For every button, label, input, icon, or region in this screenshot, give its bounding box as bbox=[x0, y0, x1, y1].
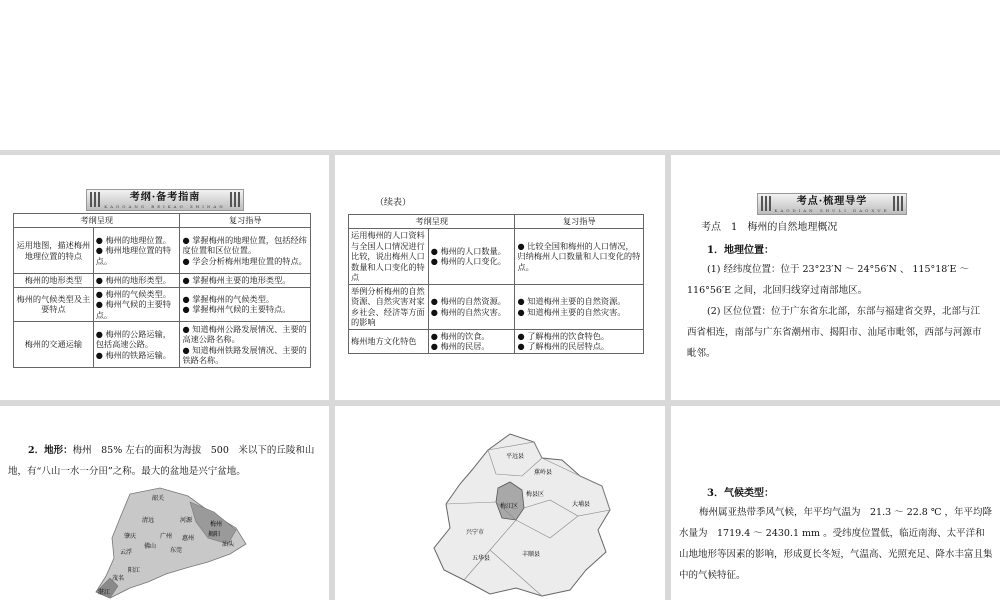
terrain-label: 2．地形： bbox=[28, 445, 73, 456]
row-points: ● 梅州的地理位置。 ● 梅州地理位置的特点。 bbox=[93, 228, 180, 274]
map-label: 惠州 bbox=[182, 535, 195, 542]
map-label: 湛江 bbox=[98, 589, 111, 596]
header-guide: 复习指导 bbox=[180, 214, 311, 228]
slide-climate[interactable] bbox=[671, 406, 1000, 600]
paragraph-terrain bbox=[8, 440, 326, 482]
map-label: 河源 bbox=[180, 517, 193, 524]
row-points: ● 梅州的自然资源。 ● 梅州的自然灾害。 bbox=[428, 284, 515, 329]
row-points: ● 梅州的人口数量。 ● 梅州的人口变化。 bbox=[428, 229, 515, 285]
header-outline: 考纲呈现 bbox=[14, 214, 180, 228]
continued-label: （续表） bbox=[375, 198, 412, 208]
header-guide: 复习指导 bbox=[515, 215, 644, 229]
row-guide: ● 了解梅州的饮食特色。 ● 了解梅州的民居特点。 bbox=[515, 329, 644, 353]
row-guide: ● 知道梅州主要的自然资源。 ● 知道梅州主要的自然灾害。 bbox=[515, 284, 644, 329]
row-topic: 运用地图，描述梅州地理位置的特点 bbox=[14, 228, 94, 274]
section-banner bbox=[86, 189, 244, 211]
map-label: 揭阳 bbox=[208, 531, 221, 538]
row-guide: ● 比较全国和梅州的人口情况，归纳梅州人口数量和人口变化的特点。 bbox=[515, 229, 644, 285]
map-label: 梅江区 bbox=[500, 503, 519, 510]
slide-geography-overview[interactable] bbox=[671, 155, 1000, 400]
row-guide: ● 知道梅州公路发展情况、主要的高速公路名称。 ● 知道梅州铁路发展情况、主要的铁路名称。 bbox=[180, 322, 311, 368]
map-label: 云浮 bbox=[120, 549, 133, 556]
table-header-row bbox=[14, 214, 311, 228]
banner-stripes-left bbox=[761, 196, 771, 211]
outline-table bbox=[348, 214, 644, 354]
section-banner bbox=[757, 193, 907, 215]
guangdong-map bbox=[90, 482, 250, 600]
paragraph-region: (2) 区位位置：位于广东省东北部，东部与福建省交界，北部与江西省相连，南部与广东省潮州市、揭阳市、汕尾市毗邻，西部与河源市毗邻。 bbox=[687, 306, 982, 359]
map-label: 肇庆 bbox=[124, 533, 137, 540]
row-points: ● 梅州的公路运输，包括高速公路。 ● 梅州的铁路运输。 bbox=[93, 322, 180, 368]
header-outline: 考纲呈现 bbox=[349, 215, 515, 229]
banner-subtitle: KAODIAN SHULI DAOXUE bbox=[774, 208, 890, 213]
terrain-text: 梅州 85% 左右的面积为海拔 500 米以下的丘陵和山地，有“八山一水一分田”之称。最大的盆地是兴宁盆地。 bbox=[8, 445, 315, 477]
slide-outline-continued[interactable] bbox=[335, 155, 665, 400]
table-row bbox=[14, 228, 311, 274]
blank-top-area bbox=[0, 0, 1000, 150]
row-points: ● 梅州的气候类型。 ● 梅州气候的主要特点。 bbox=[93, 287, 180, 322]
subsection-climate: 3．气候类型： bbox=[707, 488, 774, 499]
row-topic: 梅州的气候类型及主要特点 bbox=[14, 287, 94, 322]
map-label: 平远县 bbox=[506, 453, 525, 460]
row-points: ● 梅州的地形类型。 bbox=[93, 274, 180, 288]
map-label: 兴宁市 bbox=[466, 529, 485, 536]
paragraph-climate: 梅州属亚热带季风气候，年平均气温为 21.3 ～ 22.8 ℃ ，年平均降水量为 1719.4 ～ 2430.1 mm 。受纬度位置低，临近南海、太平洋和山地地形等因素的影响，形成夏长冬短，气温高、光照充足、降水丰富且集中的气候特征。 bbox=[679, 507, 993, 581]
map-label: 广州 bbox=[160, 533, 173, 540]
map-label: 五华县 bbox=[472, 555, 491, 562]
table-row bbox=[14, 287, 311, 322]
map-label: 梅州 bbox=[210, 521, 223, 528]
row-topic: 梅州的交通运输 bbox=[14, 322, 94, 368]
map-label: 汕头 bbox=[222, 541, 235, 548]
map-label: 佛山 bbox=[144, 543, 157, 550]
slide-outline-guide[interactable] bbox=[0, 155, 329, 400]
table-header-row bbox=[349, 215, 644, 229]
map-label: 韶关 bbox=[152, 495, 165, 502]
map-label: 丰顺县 bbox=[522, 551, 541, 558]
table-row bbox=[349, 284, 644, 329]
banner-title: 考纲·备考指南 bbox=[129, 192, 201, 203]
banner-stripes-right bbox=[230, 192, 240, 207]
map-label: 梅县区 bbox=[526, 491, 545, 498]
paragraph-coordinates: (1) 经纬度位置：位于 23°23′N ～ 24°56′N 、 115°18′E ～ 116°56′E 之间，北回归线穿过南部地区。 bbox=[687, 264, 969, 296]
row-topic: 梅州的地形类型 bbox=[14, 274, 94, 288]
map-label: 阳江 bbox=[128, 567, 141, 574]
table-row bbox=[14, 322, 311, 368]
table-row bbox=[349, 229, 644, 285]
banner-subtitle: KAOGANG BEIKAO ZHINAN bbox=[104, 204, 226, 209]
banner-title: 考点·梳理导学 bbox=[796, 196, 868, 207]
subsection-location: 1．地理位置： bbox=[707, 245, 774, 256]
row-guide: ● 掌握梅州主要的地形类型。 bbox=[180, 274, 311, 288]
meizhou-county-map bbox=[430, 430, 615, 600]
slide-meizhou-map[interactable] bbox=[335, 406, 665, 600]
outline-table bbox=[13, 213, 311, 368]
row-topic: 梅州地方文化特色 bbox=[349, 329, 429, 353]
row-points: ● 梅州的饮食。 ● 梅州的民居。 bbox=[428, 329, 515, 353]
map-label: 茂名 bbox=[112, 575, 125, 582]
row-topic: 举例分析梅州的自然资源、自然灾害对家乡社会、经济等方面的影响 bbox=[349, 284, 429, 329]
map-label: 蕉岭县 bbox=[534, 469, 553, 476]
topic-title: 考点 1 梅州的自然地理概况 bbox=[701, 222, 838, 233]
banner-stripes-left bbox=[90, 192, 100, 207]
row-guide: ● 掌握梅州的地理位置，包括经纬度位置和区位位置。 ● 学会分析梅州地理位置的特点。 bbox=[180, 228, 311, 274]
slide-terrain[interactable] bbox=[0, 406, 329, 600]
banner-stripes-right bbox=[893, 196, 903, 211]
map-label: 大埔县 bbox=[572, 501, 591, 508]
table-row bbox=[14, 274, 311, 288]
map-label: 东莞 bbox=[170, 547, 183, 554]
row-guide: ● 掌握梅州的气候类型。 ● 掌握梅州气候的主要特点。 bbox=[180, 287, 311, 322]
map-label: 清远 bbox=[142, 517, 155, 524]
table-row bbox=[349, 329, 644, 353]
row-topic: 运用梅州的人口资料与全国人口情况进行比较，说出梅州人口数量和人口变化的特点 bbox=[349, 229, 429, 285]
